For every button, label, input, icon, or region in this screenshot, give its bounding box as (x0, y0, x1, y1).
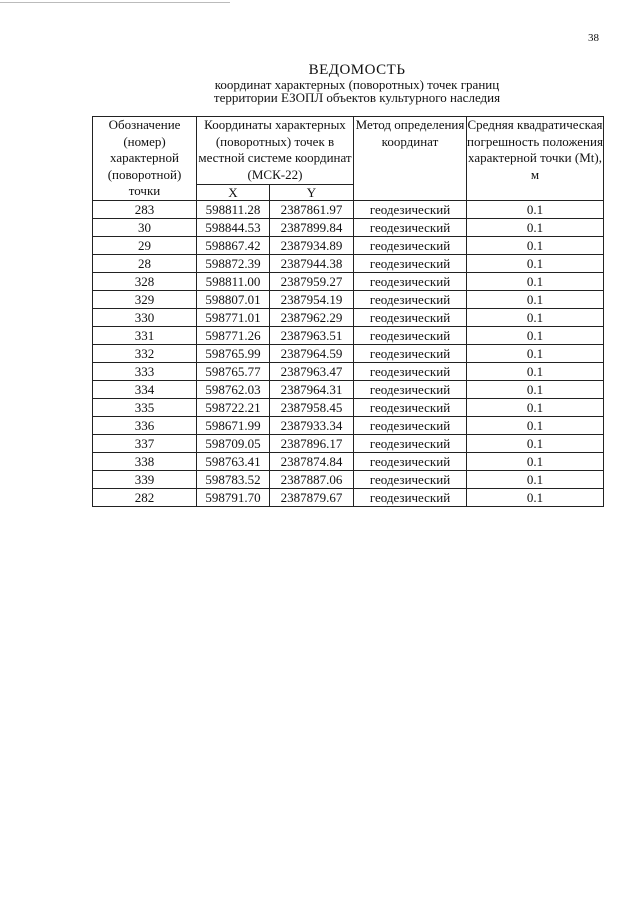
cell-method: геодезический (354, 488, 467, 506)
cell-method: геодезический (354, 236, 467, 254)
cell-error: 0.1 (467, 362, 604, 380)
cell-error: 0.1 (467, 452, 604, 470)
cell-point: 329 (93, 290, 197, 308)
cell-error: 0.1 (467, 416, 604, 434)
cell-error: 0.1 (467, 254, 604, 272)
cell-method: геодезический (354, 398, 467, 416)
cell-method: геодезический (354, 218, 467, 236)
cell-x: 598811.28 (197, 200, 270, 218)
header-y: Y (270, 184, 354, 200)
document-subtitle-line1: координат характерных (поворотных) точек границ (214, 77, 500, 92)
cell-method: геодезический (354, 200, 467, 218)
table-row (93, 362, 604, 380)
table-row (93, 434, 604, 452)
table-row (93, 488, 604, 506)
cell-method: геодезический (354, 452, 467, 470)
cell-x: 598844.53 (197, 218, 270, 236)
cell-point: 330 (93, 308, 197, 326)
cell-y: 2387933.34 (270, 416, 354, 434)
cell-method: геодезический (354, 308, 467, 326)
cell-y: 2387874.84 (270, 452, 354, 470)
cell-error: 0.1 (467, 200, 604, 218)
cell-x: 598807.01 (197, 290, 270, 308)
cell-x: 598722.21 (197, 398, 270, 416)
cell-error: 0.1 (467, 470, 604, 488)
cell-y: 2387954.19 (270, 290, 354, 308)
cell-x: 598763.41 (197, 452, 270, 470)
top-rule (0, 2, 230, 3)
cell-point: 336 (93, 416, 197, 434)
cell-x: 598765.99 (197, 344, 270, 362)
cell-method: геодезический (354, 272, 467, 290)
cell-x: 598872.39 (197, 254, 270, 272)
cell-x: 598671.99 (197, 416, 270, 434)
cell-point: 283 (93, 200, 197, 218)
table-row (93, 290, 604, 308)
coordinates-table (92, 116, 604, 507)
table-row (93, 254, 604, 272)
cell-error: 0.1 (467, 236, 604, 254)
cell-y: 2387896.17 (270, 434, 354, 452)
table-row (93, 398, 604, 416)
header-coordinates: Координаты характерных (поворотных) точек в местной системе координат (МСК-22) (197, 117, 354, 185)
cell-x: 598762.03 (197, 380, 270, 398)
cell-y: 2387887.06 (270, 470, 354, 488)
cell-y: 2387964.31 (270, 380, 354, 398)
cell-method: геодезический (354, 326, 467, 344)
cell-x: 598709.05 (197, 434, 270, 452)
cell-y: 2387963.51 (270, 326, 354, 344)
cell-point: 282 (93, 488, 197, 506)
header-method: Метод определения координат (354, 117, 467, 201)
cell-method: геодезический (354, 380, 467, 398)
table-row (93, 452, 604, 470)
page-number: 38 (588, 32, 599, 44)
cell-method: геодезический (354, 254, 467, 272)
table-row (93, 326, 604, 344)
cell-method: геодезический (354, 290, 467, 308)
cell-method: геодезический (354, 344, 467, 362)
cell-point: 333 (93, 362, 197, 380)
cell-error: 0.1 (467, 290, 604, 308)
table-row (93, 416, 604, 434)
cell-y: 2387899.84 (270, 218, 354, 236)
cell-x: 598811.00 (197, 272, 270, 290)
cell-method: геодезический (354, 362, 467, 380)
cell-point: 338 (93, 452, 197, 470)
cell-point: 28 (93, 254, 197, 272)
cell-x: 598783.52 (197, 470, 270, 488)
document-title: ВЕДОМОСТЬ (308, 62, 406, 78)
cell-error: 0.1 (467, 326, 604, 344)
cell-error: 0.1 (467, 308, 604, 326)
cell-point: 30 (93, 218, 197, 236)
table-row (93, 236, 604, 254)
cell-x: 598867.42 (197, 236, 270, 254)
cell-point: 332 (93, 344, 197, 362)
cell-point: 334 (93, 380, 197, 398)
cell-error: 0.1 (467, 344, 604, 362)
cell-y: 2387963.47 (270, 362, 354, 380)
cell-y: 2387958.45 (270, 398, 354, 416)
table-row (93, 344, 604, 362)
cell-point: 331 (93, 326, 197, 344)
cell-x: 598765.77 (197, 362, 270, 380)
document-subtitle-line2: территории ЕЗОПЛ объектов культурного наследия (213, 90, 501, 105)
table-row (93, 470, 604, 488)
cell-x: 598771.26 (197, 326, 270, 344)
cell-point: 339 (93, 470, 197, 488)
header-x: X (197, 184, 270, 200)
cell-y: 2387964.59 (270, 344, 354, 362)
table-row (93, 200, 604, 218)
cell-method: геодезический (354, 416, 467, 434)
cell-error: 0.1 (467, 434, 604, 452)
table-row (93, 308, 604, 326)
document-heading (92, 62, 622, 104)
table-row (93, 218, 604, 236)
cell-error: 0.1 (467, 398, 604, 416)
cell-point: 337 (93, 434, 197, 452)
cell-y: 2387962.29 (270, 308, 354, 326)
header-point-number: Обозначение (номер) характерной (поворотной) точки (93, 117, 197, 201)
cell-y: 2387959.27 (270, 272, 354, 290)
cell-error: 0.1 (467, 272, 604, 290)
header-mean-square-error: Средняя квадратическая погрешность положения характерной точки (Mt), м (467, 117, 604, 201)
cell-x: 598771.01 (197, 308, 270, 326)
table-row (93, 380, 604, 398)
cell-error: 0.1 (467, 218, 604, 236)
cell-point: 29 (93, 236, 197, 254)
cell-point: 335 (93, 398, 197, 416)
cell-error: 0.1 (467, 380, 604, 398)
cell-y: 2387879.67 (270, 488, 354, 506)
cell-x: 598791.70 (197, 488, 270, 506)
table-row (93, 272, 604, 290)
cell-method: геодезический (354, 470, 467, 488)
cell-method: геодезический (354, 434, 467, 452)
cell-y: 2387861.97 (270, 200, 354, 218)
cell-y: 2387934.89 (270, 236, 354, 254)
cell-point: 328 (93, 272, 197, 290)
cell-error: 0.1 (467, 488, 604, 506)
cell-y: 2387944.38 (270, 254, 354, 272)
